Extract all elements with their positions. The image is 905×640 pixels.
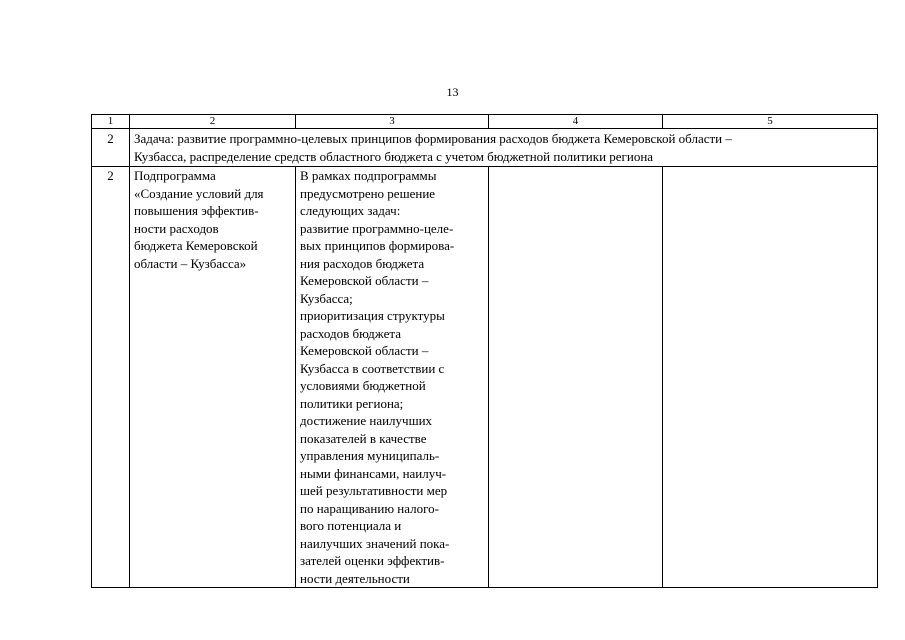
subprogram-name-line-3: повышения эффектив- (134, 203, 259, 218)
task-line-1: Задача: развитие программно-целевых принципов формирования расходов бюджета Кемеровской области – (134, 131, 732, 146)
subprogram-task-line-16: показателей в качестве (300, 430, 427, 446)
subprogram-name-cell (130, 167, 296, 588)
subprogram-name-line-2: «Создание условий для (134, 185, 264, 201)
subprogram-task-line-10: расходов бюджета (300, 325, 401, 341)
empty-cell-col-5 (663, 167, 878, 588)
subprogram-task-line-9: приоритизация структуры (300, 308, 445, 323)
subprogram-row (92, 167, 878, 588)
header-col-2: 2 (130, 115, 296, 129)
subprogram-name-line-4: ности расходов (134, 220, 219, 236)
program-table (91, 114, 878, 588)
subprogram-tasks-cell (296, 167, 489, 588)
subprogram-task-line-6: ния расходов бюджета (300, 255, 425, 271)
subprogram-task-line-23: зателей оценки эффектив- (300, 553, 445, 568)
table-header-row (92, 115, 878, 129)
subprogram-task-line-3: следующих задач: (300, 203, 401, 218)
subprogram-task-line-14: политики региона; (300, 395, 404, 411)
subprogram-row-number: 2 (92, 167, 130, 588)
subprogram-name-line-1: Подпрограмма (134, 168, 216, 183)
page-number: 13 (446, 85, 459, 99)
subprogram-name-line-6: области – Кузбасса» (134, 255, 247, 271)
subprogram-task-line-18: ными финансами, наилуч- (300, 465, 447, 481)
task-line-2: Кузбасса, распределение средств областного бюджета с учетом бюджетной политики региона (134, 148, 654, 164)
subprogram-task-line-2: предусмотрено решение (300, 185, 436, 201)
subprogram-task-line-8: Кузбасса; (300, 290, 353, 306)
subprogram-task-line-17: управления муниципаль- (300, 448, 440, 463)
subprogram-task-line-11: Кемеровской области – (300, 343, 429, 358)
subprogram-task-line-20: по наращиванию налого- (300, 500, 439, 516)
subprogram-task-line-1: В рамках подпрограммы (300, 168, 437, 183)
subprogram-task-line-21: вого потенциала и (300, 518, 402, 533)
header-col-5: 5 (663, 115, 878, 129)
empty-cell-col-4 (489, 167, 663, 588)
task-row-number: 2 (92, 129, 130, 167)
header-col-1: 1 (92, 115, 130, 129)
subprogram-task-line-5: вых принципов формирова- (300, 238, 455, 253)
subprogram-task-line-7: Кемеровской области – (300, 273, 429, 288)
task-row (92, 129, 878, 167)
subprogram-task-line-13: условиями бюджетной (300, 378, 426, 393)
subprogram-task-line-22: наилучших значений пока- (300, 535, 450, 551)
header-col-3: 3 (296, 115, 489, 129)
task-description (130, 129, 878, 167)
header-col-4: 4 (489, 115, 663, 129)
subprogram-task-line-19: шей результативности мер (300, 483, 448, 498)
subprogram-task-line-24: ности деятельности (300, 570, 410, 586)
subprogram-task-line-12: Кузбасса в соответствии с (300, 360, 445, 376)
subprogram-task-line-4: развитие программно-целе- (300, 220, 454, 236)
subprogram-name-line-5: бюджета Кемеровской (134, 238, 258, 253)
subprogram-task-line-15: достижение наилучших (300, 413, 433, 428)
